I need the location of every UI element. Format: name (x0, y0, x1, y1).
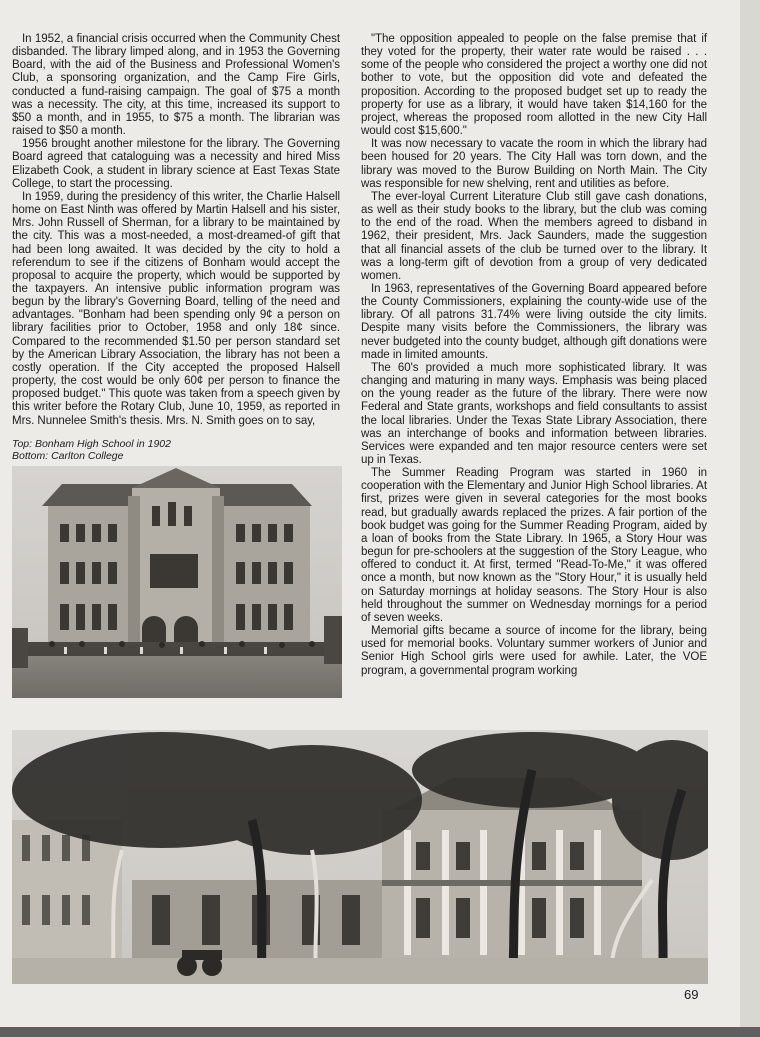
scan-edge (740, 0, 760, 1037)
paragraph: The Summer Reading Program was started in 1960 in cooperation with the Elementary and Junior High School libraries. At first, prizes were given in several categories for the most books read, but gradually awards replaced the prizes. A fair portion of the book budget was going for the Summer Reading Program, aided by a loan of books from the State Library. In 1965, a Story Hour was begun for pre-schoolers at the suggestion of the Story League, who offered to conduct it. At first, termed "Read-To-Me," it was offered once a month, but now known as the "Story Hour," it is usually held on Saturday mornings at holiday seasons. The Story Hour is also held throughout the summer on Wednesday mornings for a period of seven weeks. (361, 467, 707, 624)
paragraph: In 1959, during the presidency of this writer, the Charlie Halsell home on East Ninth was offered by Martin Halsell and his sister, Mrs. John Russell of Sherman, for a library to be maintained by the city. This was a most-needed, a most-dreamed-of gift that had been long awaited. It was decided by the city to hold a referendum to see if the citizens of Bonham would accept the proposal to acquire the property, which would be supported by the taxpayers. An intensive public information program was begun by the library's Governing Board, telling of the need and advantages. "Bonham had been spending only 9¢ a person on library facilities prior to October, 1958 and only 18¢ since. Compared to the recommended $1.50 per person standard set by the American Library Association, the library has not been a costly operation. If the City accepted the proposed Halsell property, the cost would be only 60¢ per person to finance the proposed budget." This quote was taken from a speech given by this writer before the Rotary Club, June 10, 1959, as reported in Mrs. Nunnelee Smith's thesis. Mrs. N. Smith goes on to say, (12, 190, 340, 427)
paragraph: In 1952, a financial crisis occurred when the Community Chest disbanded. The library limped along, and in 1953 the Governing Board, with the aid of the Business and Professional Women's Club, a sponsoring organization, and the Camp Fire Girls, conducted a fund-raising campaign. The goal of $75 a month was a necessity. The city, at this time, increased its support to $50 a month, and in 1955, to $75 a month. The librarian was raised to $50 a month. (12, 33, 340, 138)
left-text-column (12, 33, 340, 428)
paragraph: "The opposition appealed to people on the false premise that if they voted for the property, their water rate would be raised . . . some of the people who considered the project a worthy one did not bother to vote, but the opposition did vote and defeated the proposition. According to the proposed budget set up to ready the property for use as a library, it would have taken $14,160 for the project, whereas the proposed room allotted in the new City Hall would cost $15,600." (361, 33, 707, 138)
paragraph: It was now necessary to vacate the room in which the library had been housed for 20 years. The City Hall was torn down, and the library was moved to the Burow Building on North Main. The City was responsible for new shelving, rent and utilities as before. (361, 138, 707, 190)
paragraph: Memorial gifts became a source of income for the library, being used for memorial books. Voluntary summer workers of Junior and Senior High School girls were used for awhile. Later, the VOE program, a governmental program working (361, 625, 707, 677)
paragraph: The 60's provided a much more sophisticated library. It was changing and maturing in many ways. Emphasis was being placed on the young reader as the future of the library. There were now Federal and State grants, workshops and field consultants to assist the local libraries. Under the Texas State Library Association, there was an interchange of books and information between libraries. Services were expanded and ten major resource centers were set up in Texas. (361, 361, 707, 466)
scan-bottom-edge (0, 1027, 760, 1037)
paragraph: 1956 brought another milestone for the library. The Governing Board agreed that cataloguing was a necessity and hired Miss Elizabeth Cook, a student in library science at East Texas State College, to start the processing. (12, 138, 340, 190)
caption-bottom: Bottom: Carlton College (12, 450, 124, 462)
school-building-image (12, 466, 342, 698)
college-building-image (12, 730, 708, 984)
carlton-college-photo (12, 730, 708, 984)
paragraph: The ever-loyal Current Literature Club still gave cash donations, as well as their study books to the library, but the club was coming to the end of the road. When the members agreed to disband in 1962, their president, Mrs. Jack Saunders, made the suggestion that all financial assets of the club be turned over to the library. It was a long-term gift of devotion from a group of very dedicated women. (361, 190, 707, 282)
caption-top: Top: Bonham High School in 1902 (12, 438, 171, 450)
photo-caption (12, 438, 332, 462)
paragraph: In 1963, representatives of the Governing Board appeared before the County Commissioners, explaining the county-wide use of the library. Of all patrons 31.74% were living outside the city limits. Despite many visits before the Commissioners, the library was never budgeted into the county budget, although gift donations were made in limited amounts. (361, 282, 707, 361)
right-text-column (361, 33, 707, 678)
page-number: 69 (684, 987, 699, 1002)
bonham-high-school-photo (12, 466, 342, 698)
